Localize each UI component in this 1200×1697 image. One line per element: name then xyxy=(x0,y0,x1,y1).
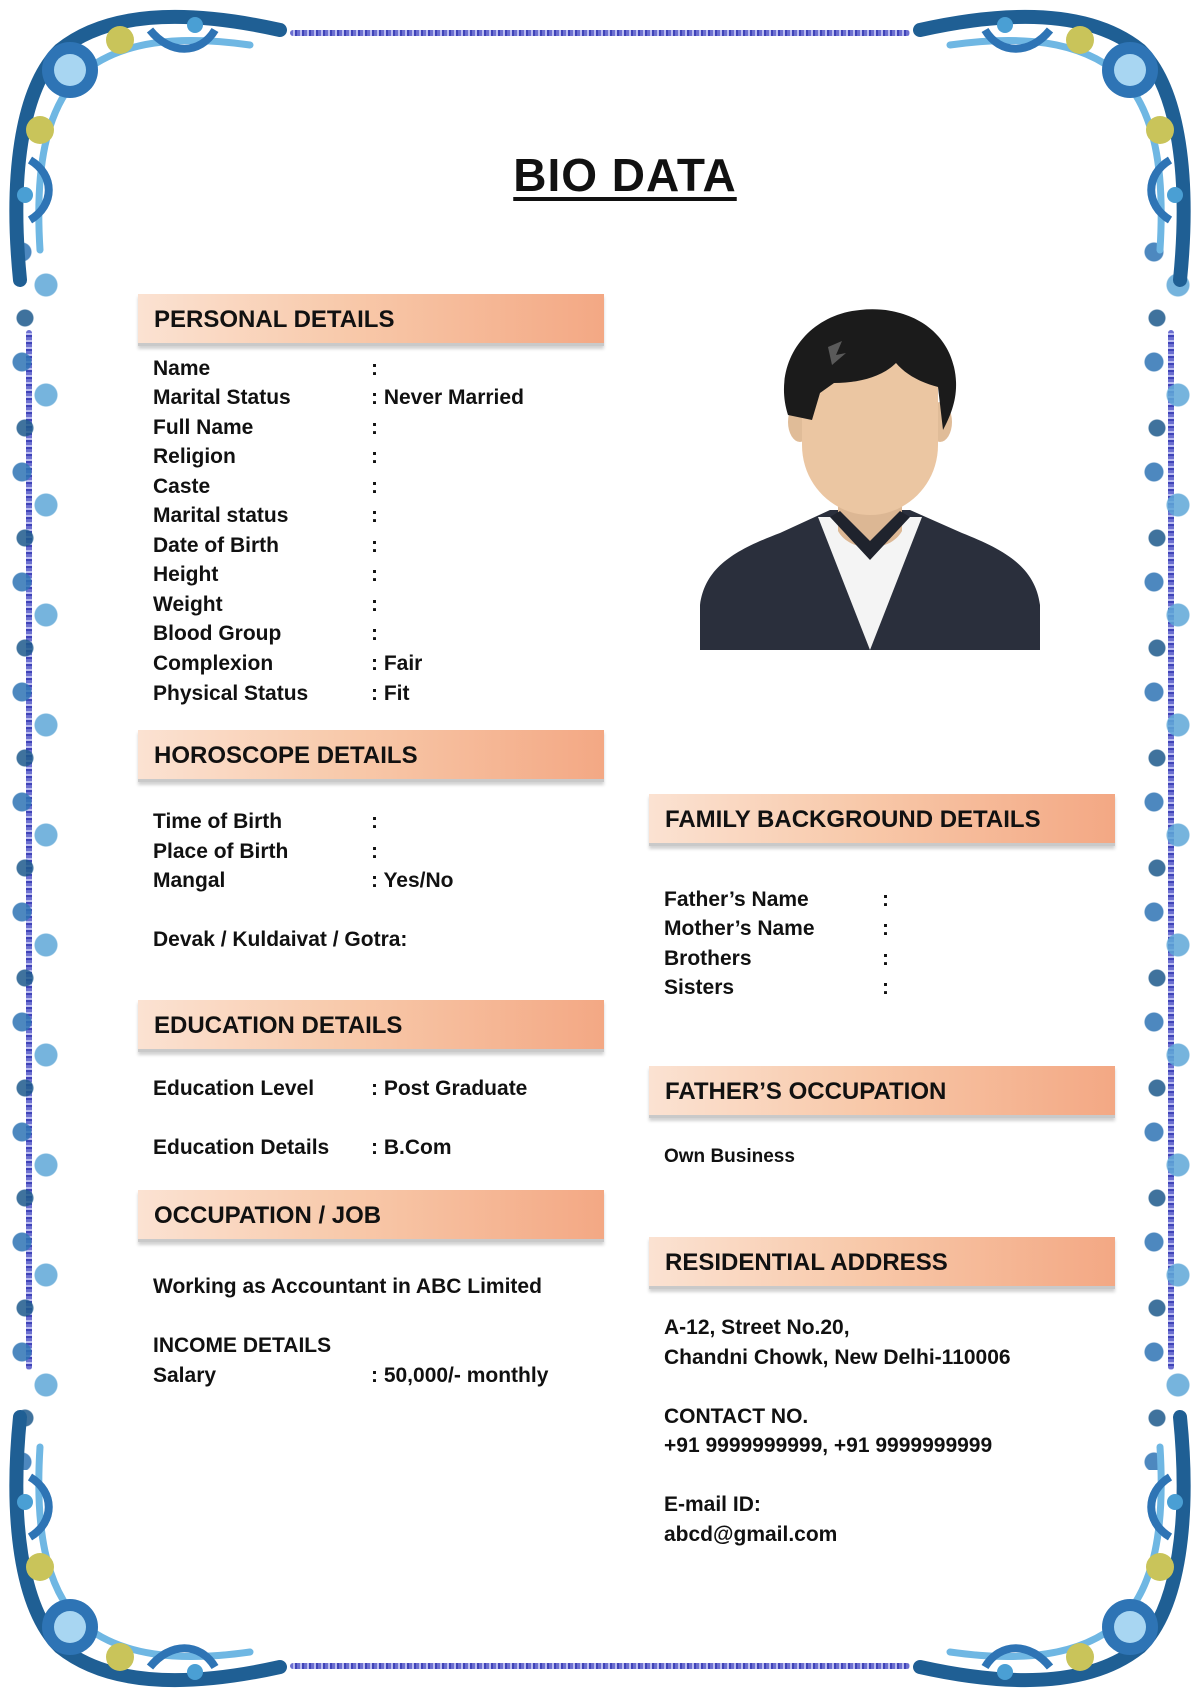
row-value: : xyxy=(371,445,378,468)
row-value: : xyxy=(371,593,378,616)
row-label: Mother’s Name xyxy=(664,917,815,940)
gotra-label: Devak / Kuldaivat / Gotra: xyxy=(153,928,408,951)
row-value: : Never Married xyxy=(371,386,524,409)
address-line-2: Chandni Chowk, New Delhi-110006 xyxy=(664,1346,1011,1369)
row-value: : xyxy=(371,504,378,527)
father-occupation-header: FATHER’S OCCUPATION xyxy=(649,1066,1115,1118)
address-line-1: A-12, Street No.20, xyxy=(664,1316,850,1339)
row-label: Height xyxy=(153,563,219,586)
row-value: : xyxy=(371,475,378,498)
row-value: : xyxy=(371,534,378,557)
row-value: : xyxy=(882,888,889,911)
row-label: Blood Group xyxy=(153,622,282,645)
education-details-header: EDUCATION DETAILS xyxy=(138,1000,604,1052)
row-label: Education Level xyxy=(153,1077,315,1100)
income-details-heading: INCOME DETAILS xyxy=(153,1334,332,1357)
border-line-bottom xyxy=(290,1663,910,1669)
row-value: : B.Com xyxy=(371,1136,452,1159)
row-value: : Post Graduate xyxy=(371,1077,528,1100)
row-label: Mangal xyxy=(153,869,226,892)
row-label: Brothers xyxy=(664,947,752,970)
occupation-header: OCCUPATION / JOB xyxy=(138,1190,604,1242)
row-label: Place of Birth xyxy=(153,840,289,863)
row-value: : xyxy=(882,917,889,940)
profile-photo-placeholder xyxy=(700,305,1040,650)
horoscope-details-header: HOROSCOPE DETAILS xyxy=(138,730,604,782)
border-vine-left xyxy=(4,230,64,1470)
row-label: Complexion xyxy=(153,652,274,675)
row-label: Marital status xyxy=(153,504,289,527)
family-background-header: FAMILY BACKGROUND DETAILS xyxy=(649,794,1115,846)
row-value: : xyxy=(371,810,378,833)
row-value: : Fair xyxy=(371,652,423,675)
row-label: Physical Status xyxy=(153,682,309,705)
row-label: Father’s Name xyxy=(664,888,809,911)
email-heading: E-mail ID: xyxy=(664,1493,761,1516)
row-value: : xyxy=(371,840,378,863)
corner-ornament-bottom-left xyxy=(0,1397,300,1697)
email-value: abcd@gmail.com xyxy=(664,1523,838,1546)
row-label: Religion xyxy=(153,445,236,468)
row-value: : Yes/No xyxy=(371,869,454,892)
row-value: : Fit xyxy=(371,682,410,705)
row-label: Weight xyxy=(153,593,223,616)
page-title: BIO DATA xyxy=(513,149,737,201)
row-value: : xyxy=(371,563,378,586)
border-line-top xyxy=(290,30,910,36)
row-label: Caste xyxy=(153,475,211,498)
row-label: Date of Birth xyxy=(153,534,279,557)
row-label: Full Name xyxy=(153,416,254,439)
contact-heading: CONTACT NO. xyxy=(664,1405,809,1428)
residential-address-header: RESIDENTIAL ADDRESS xyxy=(649,1237,1115,1289)
row-value: : xyxy=(371,357,378,380)
father-occupation-value: Own Business xyxy=(664,1146,795,1167)
row-value: : xyxy=(882,947,889,970)
row-label: Marital Status xyxy=(153,386,291,409)
row-value: : xyxy=(371,622,378,645)
row-label: Time of Birth xyxy=(153,810,283,833)
row-label: Education Details xyxy=(153,1136,330,1159)
row-value: : xyxy=(882,976,889,999)
row-label: Sisters xyxy=(664,976,735,999)
border-vine-right xyxy=(1136,230,1196,1470)
personal-details-header: PERSONAL DETAILS xyxy=(138,294,604,346)
row-label: Name xyxy=(153,357,211,380)
contact-value: +91 9999999999, +91 9999999999 xyxy=(664,1434,993,1457)
salary-value: : 50,000/- monthly xyxy=(371,1364,549,1387)
row-value: : xyxy=(371,416,378,439)
salary-label: Salary xyxy=(153,1364,217,1387)
occupation-description: Working as Accountant in ABC Limited xyxy=(153,1275,542,1298)
